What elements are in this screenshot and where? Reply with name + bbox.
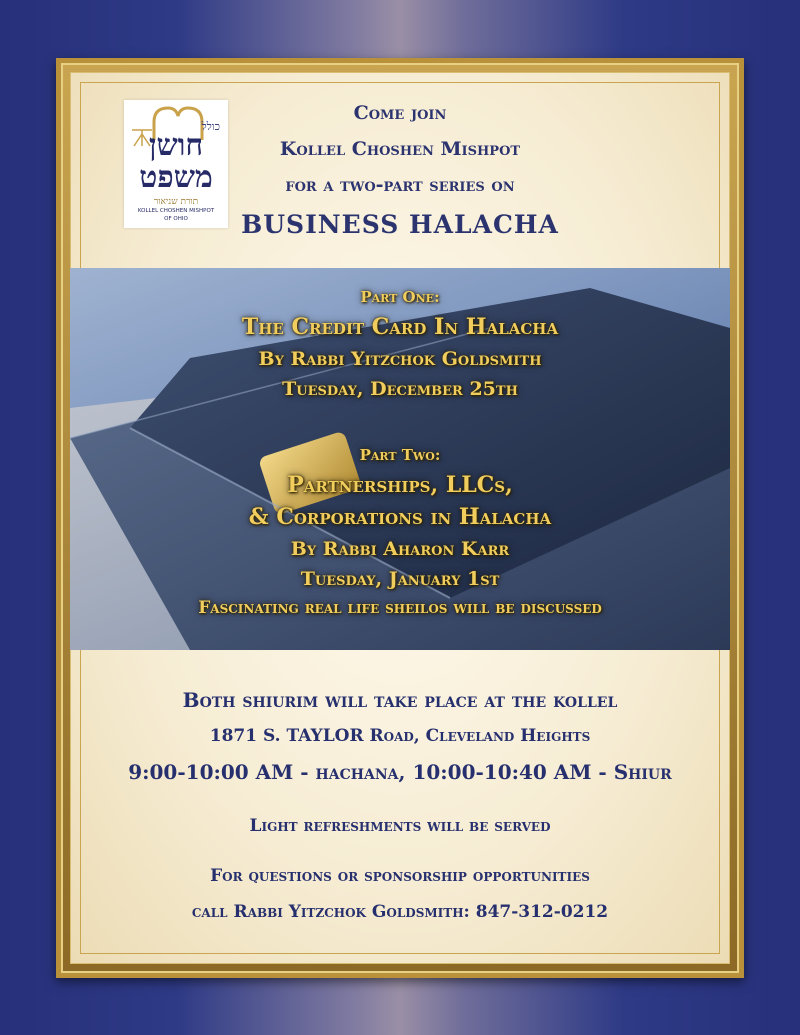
schedule-text: 9:00-10:00 AM - hachana, 10:00-10:40 AM - Shiur: [128, 760, 672, 784]
location-text: Both shiurim will take place at the kollel: [182, 688, 618, 712]
logo-hebrew-sub: תורת שניאור: [153, 197, 199, 207]
logo-hebrew-line1: חושן: [148, 128, 204, 163]
logo-hebrew-small: כולל: [201, 120, 220, 133]
part-two-note: Fascinating real life sheilos will be discussed: [198, 598, 602, 618]
part-two-label: Part Two:: [359, 446, 441, 464]
header-line-series: for a two-part series on: [285, 174, 515, 196]
credit-card-image: [70, 268, 730, 650]
kollel-logo: [124, 100, 228, 228]
contact-line2: call Rabbi Yitzchok Goldsmith: 847-312-0212: [191, 902, 609, 922]
part-two-speaker: By Rabbi Aharon Karr: [290, 538, 510, 560]
part-two-title-line1: Partnerships, LLCs,: [287, 472, 513, 498]
part-one-speaker: By Rabbi Yitzchok Goldsmith: [258, 348, 542, 370]
logo-english-line2: OF OHIO: [164, 216, 188, 222]
page-title: BUSINESS HALACHA: [241, 210, 559, 239]
refreshments-text: Light refreshments will be served: [249, 816, 551, 836]
part-two-date: Tuesday, January 1st: [300, 568, 500, 590]
header-line-come-join: Come join: [353, 102, 447, 124]
part-one-title: The Credit Card In Halacha: [241, 314, 559, 340]
part-one-label: Part One:: [360, 288, 440, 306]
address-text: 1871 S. TAYLOR Road, Cleveland Heights: [209, 726, 591, 746]
contact-line1: For questions or sponsorship opportunities: [210, 866, 590, 886]
part-two-title-line2: & Corporations in Halacha: [248, 504, 552, 530]
logo-hebrew-line2: משפט: [139, 160, 213, 195]
part-one-date: Tuesday, December 25th: [282, 378, 518, 400]
logo-english-line1: KOLLEL CHOSHEN MISHPOT: [137, 208, 215, 214]
header-line-kollel: Kollel Choshen Mishpot: [279, 138, 521, 160]
